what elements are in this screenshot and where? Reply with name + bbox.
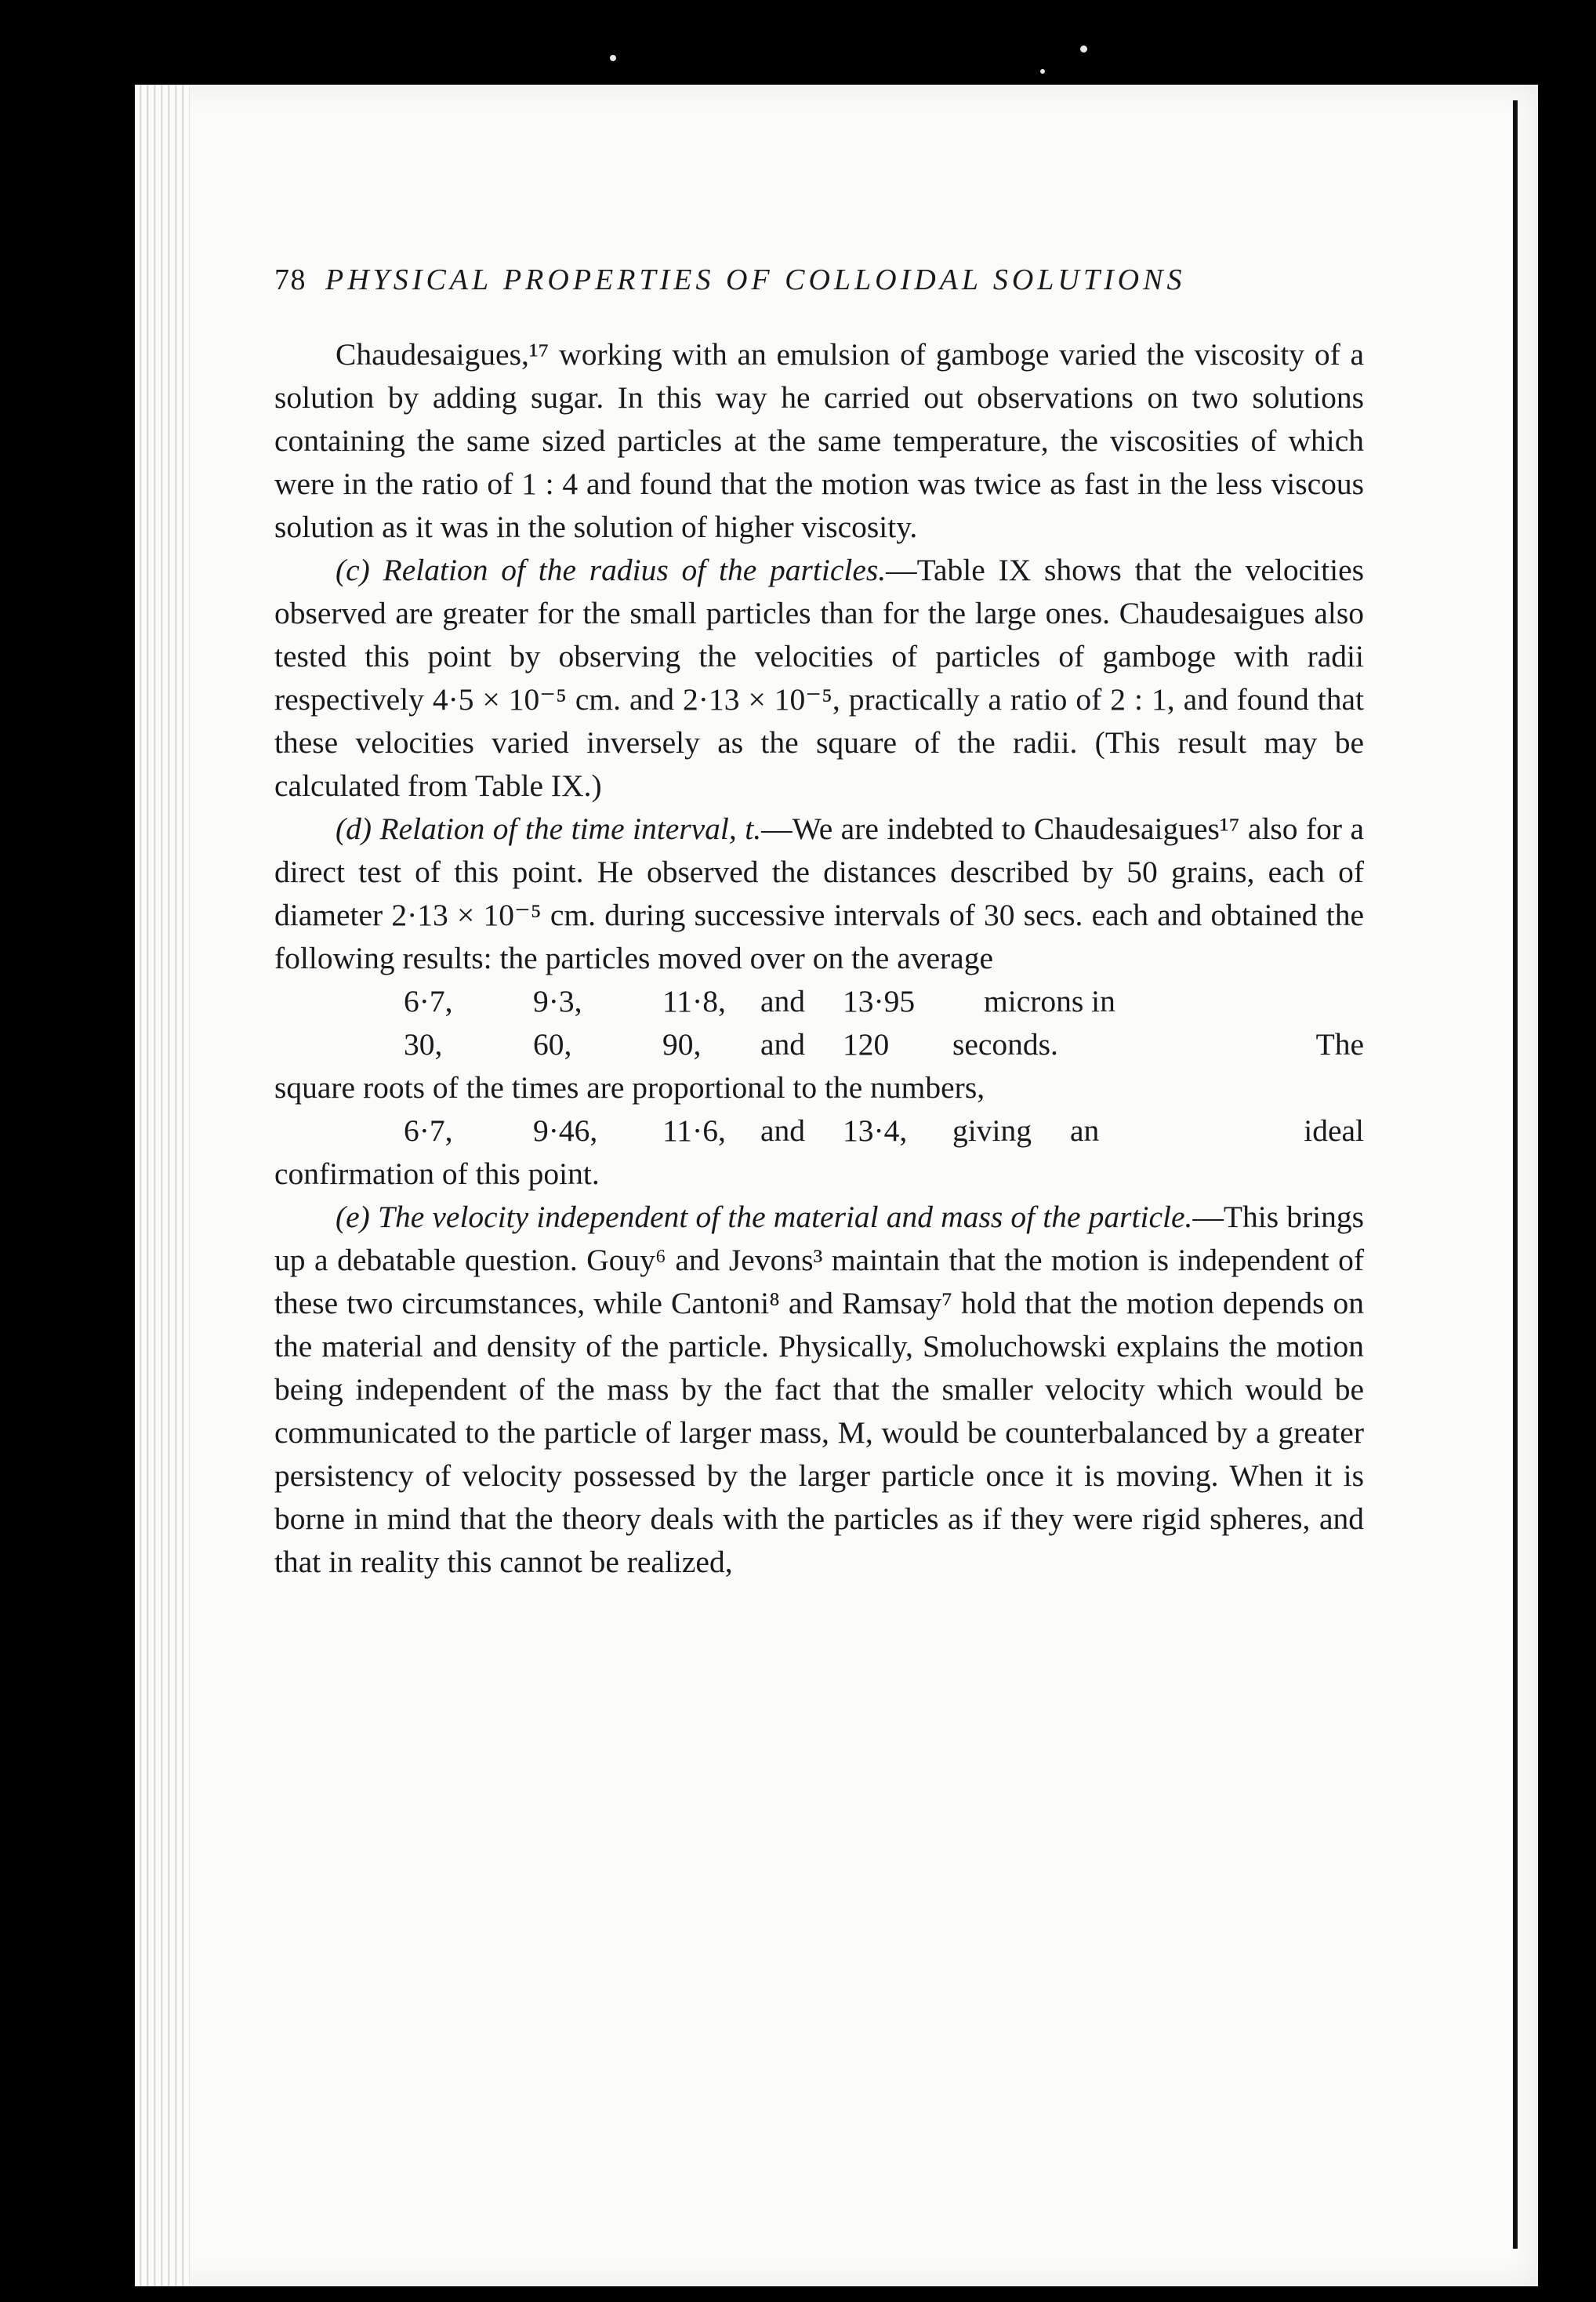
square-root-value: 11·6, [662,1113,726,1148]
distance-unit: microns in [984,984,1115,1018]
paragraph-time-interval [274,808,1364,980]
paragraph-confirmation: confirmation of this point. [274,1156,600,1191]
paragraph-velocity-independence-body: —This brings up a debatable question. Gouy⁶ and Jevons³ maintain that the motion is independent of these two circumstances, while Cantoni⁸ and Ramsay⁷ hold that the motion depends on the material and density of the particle. Physically, Smoluchowski explains the motion being independent of the mass by the fact that the smaller velocity which would be communicated to the particle of larger mass, M, would be counterbalanced by a greater persistency of velocity possessed by the larger particle once it is moving. When it is borne in mind that the theory deals with the particles as if they were rigid spheres, and that in reality this cannot be realized, [274,1200,1364,1579]
square-root-value: 9·46, [533,1113,598,1148]
distance-value: 9·3, [533,984,582,1018]
paragraph-viscosity: Chaudesaigues,¹⁷ working with an emulsion of gamboge varied the viscosity of a solution by adding sugar. In this way he carried out observations on two solutions containing the same sized particles at the same temperature, the viscosities of which were in the ratio of 1 : 4 and found that the motion was twice as fast in the less viscous solution as it was in the solution of higher viscosity. [274,337,1364,544]
time-value: 90, [662,1027,702,1062]
section-heading-time-interval: (d) Relation of the time interval, t. [336,812,762,846]
time-value: 30, [404,1027,443,1062]
section-heading-velocity-independence: (e) The velocity independent of the material and mass of the particle. [336,1200,1193,1234]
word: ideal [1304,1113,1364,1148]
square-root-values-row [274,1109,1364,1153]
section-heading-radius: (c) Relation of the radius of the particles. [336,553,887,587]
distance-value: 13·95 [843,984,916,1018]
time-value: 120 [843,1027,890,1062]
paragraph-square-roots: square roots of the times are proportional to the numbers, [274,1070,985,1105]
running-title: PHYSICAL PROPERTIES OF COLLOIDAL SOLUTIONS [325,263,1186,296]
conjunction: and [760,984,806,1018]
distance-values-row [274,980,1364,1023]
page-binding-shadow [1513,100,1518,2249]
paragraph-radius [274,549,1364,808]
page-stack-edges [135,85,190,2286]
page-number: 78 [274,263,307,296]
running-head [274,259,1364,302]
conjunction: and [760,1113,806,1148]
time-values-row [274,1023,1364,1066]
dust-speck [1040,69,1045,74]
dust-speck [1080,45,1087,53]
time-value: 60, [533,1027,572,1062]
page-text [274,259,1364,1584]
distance-value: 6·7, [404,984,453,1018]
time-unit: seconds. [952,1027,1058,1062]
square-root-value: 6·7, [404,1113,453,1148]
word: giving [952,1113,1032,1148]
distance-value: 11·8, [662,984,726,1018]
paragraph-time-interval-body: —We are indebted to Chaudesaigues¹⁷ also for a direct test of this point. He observed the distances described by 50 grains, each of diameter 2·13 × 10⁻⁵ cm. during successive intervals of 30 secs. each and obtained the following results: the particles moved over on the average [274,812,1364,975]
paragraph-radius-body: —Table IX shows that the velocities observed are greater for the small particles than for the large ones. Chaudesaigues also tested this point by observing the velocities of particles of gamboge with radii respectively 4·5 × 10⁻⁵ cm. and 2·13 × 10⁻⁵, practically a ratio of 2 : 1, and found that these velocities varied inversely as the square of the radii. (This result may be calculated from Table IX.) [274,553,1364,803]
conjunction: and [760,1027,806,1062]
paragraph-velocity-independence [274,1196,1364,1584]
word: an [1070,1113,1100,1148]
sentence-start: The [1315,1027,1364,1062]
dust-speck [610,55,616,61]
square-root-value: 13·4, [843,1113,908,1148]
